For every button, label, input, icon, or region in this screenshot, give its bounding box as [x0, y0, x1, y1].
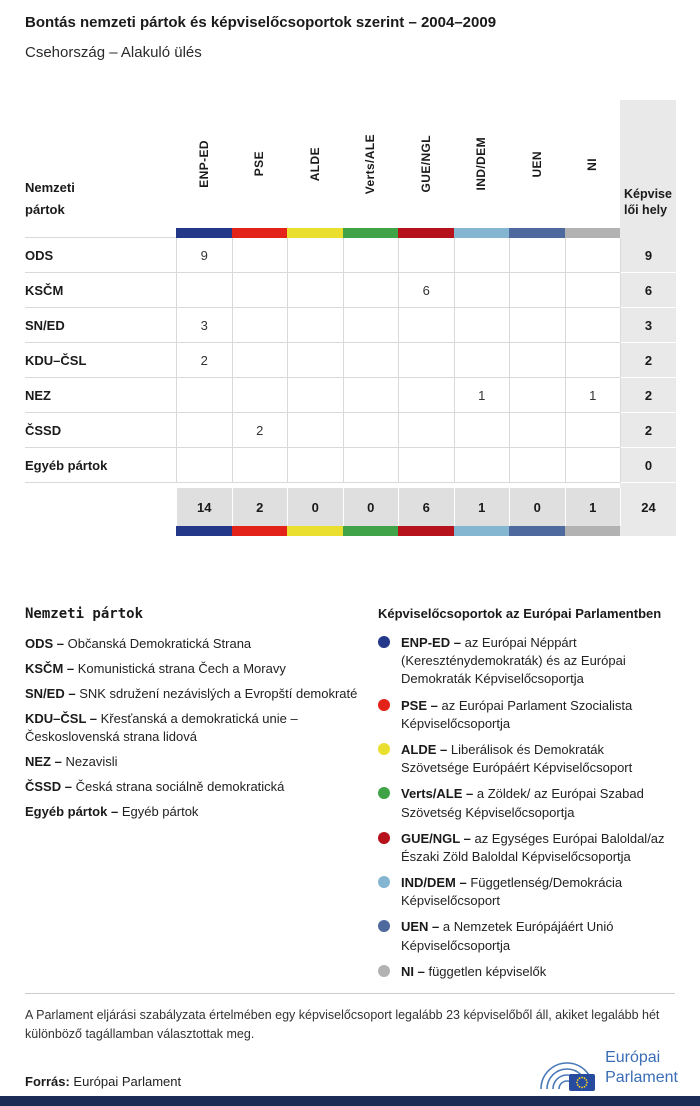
row-total: 2 [620, 378, 676, 413]
seat-cell [343, 448, 399, 483]
seat-cell [287, 413, 343, 448]
group-text: Liberálisok és Demokraták Szövetsége Európáért Képviselőcsoport [401, 741, 633, 776]
seat-cell [232, 238, 288, 273]
seat-cell [343, 378, 399, 413]
seat-cell [509, 378, 565, 413]
legend-party-item [25, 753, 370, 772]
group-color-bar [176, 526, 232, 536]
legend-color-dot [378, 965, 390, 977]
group-color-bar [343, 526, 399, 536]
seat-cell [343, 273, 399, 308]
footnote: A Parlament eljárási szabályzata értelmében egy képviselőcsoport legalább 23 képviselőből áll, akiket legalább hét különböző tagállamban választottak meg. [25, 993, 675, 1044]
seat-cell [287, 378, 343, 413]
group-color-bar [454, 526, 510, 536]
column-header [176, 100, 232, 228]
seat-cell [287, 308, 343, 343]
seats-column-header [620, 100, 676, 228]
party-label: KDU–ČSL [25, 343, 176, 378]
group-text: a Zöldek/ az Európai Szabad Szövetség Képviselőcsoportja [401, 786, 644, 820]
legend-party-item [25, 803, 370, 822]
seat-cell: 2 [232, 413, 288, 448]
party-name: SNK sdružení nezávislých a Evropští demokraté [79, 685, 358, 701]
group-abbr: UEN – [401, 919, 440, 935]
party-name: Egyéb pártok [121, 803, 199, 819]
seat-cell [232, 378, 288, 413]
seat-cell [287, 343, 343, 378]
source-value: Európai Parlament [73, 1074, 182, 1089]
seat-cell [509, 238, 565, 273]
row-header-line2: pártok [25, 201, 65, 217]
seat-cell [565, 448, 621, 483]
seat-cell: 6 [398, 273, 454, 308]
seat-cell [454, 238, 510, 273]
legend-color-dot [378, 832, 390, 844]
seat-cell [232, 343, 288, 378]
legend-group-item [378, 963, 670, 981]
row-header-line1: Nemzeti [25, 180, 75, 196]
bottom-accent-bar [0, 1096, 700, 1106]
party-abbr: SN/ED – [25, 685, 76, 701]
seat-cell [509, 343, 565, 378]
seat-cell [398, 343, 454, 378]
seat-cell [287, 238, 343, 273]
column-header-label: GUE/NGL [418, 135, 433, 193]
group-text: az Európai Néppárt (Kereszténydemokraták) és az Európai Demokraták Képviselőcsoportja [401, 635, 626, 687]
group-color-bar [343, 228, 399, 238]
group-abbr: GUE/NGL – [401, 830, 471, 846]
source-line [25, 1074, 181, 1089]
ep-hemicycle-icon [535, 1044, 597, 1092]
ep-logo-line2: Parlament [605, 1069, 678, 1086]
group-desc [401, 785, 670, 821]
group-color-bar [232, 228, 288, 238]
group-abbr: PSE – [401, 697, 438, 713]
seat-cell [454, 273, 510, 308]
totals-row-spacer [25, 488, 176, 526]
group-abbr: ENP-ED – [401, 635, 461, 650]
legend-party-item [25, 635, 370, 654]
legend-group-item [378, 634, 670, 689]
seat-cell [343, 343, 399, 378]
group-desc [401, 741, 670, 777]
group-abbr: Verts/ALE – [401, 786, 474, 802]
group-color-bar [287, 228, 343, 238]
ep-logo-text [605, 1048, 678, 1088]
column-total: 6 [398, 488, 454, 526]
legend-party-item [25, 710, 370, 748]
seat-cell [343, 413, 399, 448]
group-abbr: NI – [401, 963, 425, 979]
column-total: 1 [565, 488, 621, 526]
seat-cell: 2 [176, 343, 232, 378]
party-abbr: Egyéb pártok – [25, 803, 119, 819]
group-desc [401, 697, 670, 733]
column-header [454, 100, 510, 228]
bar-spacer [25, 228, 176, 238]
seat-cell [287, 273, 343, 308]
party-name: Nezavisli [65, 754, 118, 770]
seat-cell [343, 238, 399, 273]
column-total: 0 [343, 488, 399, 526]
party-label: NEZ [25, 378, 176, 413]
column-header [565, 100, 621, 228]
legends [25, 606, 675, 989]
grand-total: 24 [620, 488, 676, 526]
party-abbr: KSČM – [25, 660, 75, 676]
group-desc [401, 963, 546, 981]
column-header [343, 100, 399, 228]
column-total: 1 [454, 488, 510, 526]
seat-cell [343, 308, 399, 343]
legend-group-item [378, 785, 670, 821]
column-header-label: ALDE [307, 146, 322, 182]
seat-cell [509, 273, 565, 308]
seat-cell [232, 308, 288, 343]
seat-cell [565, 308, 621, 343]
row-total: 2 [620, 343, 676, 378]
seat-cell [287, 448, 343, 483]
bar-seats-spacer [620, 526, 676, 536]
page-subtitle: Csehország – Alakuló ülés [25, 44, 202, 61]
group-abbr: ALDE – [401, 741, 448, 757]
legend-groups-heading: Képviselőcsoportok az Európai Parlamentben [378, 606, 662, 621]
column-header-label: PSE [252, 151, 267, 177]
seat-cell [454, 308, 510, 343]
source-label: Forrás: [25, 1074, 70, 1089]
column-header [232, 100, 288, 228]
group-text: Függetlenség/Demokrácia Képviselőcsoport [401, 875, 623, 909]
party-name: Občanská Demokratická Strana [67, 636, 252, 651]
row-total: 9 [620, 238, 676, 273]
seat-cell [509, 308, 565, 343]
seat-cell: 1 [454, 378, 510, 413]
legend-color-dot [378, 636, 390, 648]
legend-color-dot [378, 876, 390, 888]
group-color-bar [398, 526, 454, 536]
legend-color-dot [378, 743, 390, 755]
party-name: Křesťanská a demokratická unie – Československá strana lidová [25, 710, 298, 745]
party-name: Komunistická strana Čech a Moravy [77, 660, 286, 676]
legend-party-item [25, 778, 370, 797]
column-total: 0 [509, 488, 565, 526]
seat-cell [509, 448, 565, 483]
seat-cell: 3 [176, 308, 232, 343]
column-total: 2 [232, 488, 288, 526]
column-total: 0 [287, 488, 343, 526]
seat-cell [454, 413, 510, 448]
group-color-bar [565, 526, 621, 536]
seat-cell [176, 273, 232, 308]
seat-cell [398, 413, 454, 448]
group-color-bar [176, 228, 232, 238]
seat-cell [398, 448, 454, 483]
group-desc [401, 830, 670, 866]
ep-logo-line1: Európai [605, 1049, 661, 1066]
party-abbr: ODS – [25, 636, 65, 651]
legend-parties-heading: Nemzeti pártok [25, 606, 144, 622]
group-color-bar [398, 228, 454, 238]
seat-cell: 1 [565, 378, 621, 413]
group-color-bar [509, 228, 565, 238]
row-header-label [25, 100, 176, 228]
row-total: 6 [620, 273, 676, 308]
group-text: az Európai Parlament Szocialista Képviselőcsoportja [401, 697, 633, 731]
group-text: a Nemzetek Európájáért Unió Képviselőcsoportja [401, 919, 614, 953]
seat-cell [232, 448, 288, 483]
group-color-bar [509, 526, 565, 536]
seat-cell [565, 413, 621, 448]
group-color-bar [287, 526, 343, 536]
legend-group-item [378, 697, 670, 733]
seats-table [25, 100, 676, 536]
group-color-bar [232, 526, 288, 536]
legend-group-item [378, 830, 670, 866]
legend-group-item [378, 918, 670, 954]
column-header-label: Verts/ALE [363, 133, 378, 195]
column-header-label: NI [585, 157, 600, 171]
group-desc [401, 918, 670, 954]
column-header-label: ENP-ED [196, 140, 211, 188]
bar-seats-spacer [620, 228, 676, 238]
legend-political-groups [378, 606, 670, 989]
seat-cell [509, 413, 565, 448]
group-text: az Egységes Európai Baloldal/az Északi Zöld Baloldal Képviselőcsoportja [401, 830, 665, 864]
legend-party-item [25, 685, 370, 704]
legend-national-parties [25, 606, 370, 989]
group-abbr: IND/DEM – [401, 875, 467, 891]
legend-color-dot [378, 920, 390, 932]
seat-cell: 9 [176, 238, 232, 273]
party-abbr: KDU–ČSL – [25, 710, 98, 726]
column-header-label: UEN [529, 150, 544, 178]
seat-cell [454, 343, 510, 378]
seat-cell [398, 378, 454, 413]
group-desc [401, 874, 670, 910]
eu-flag-icon [569, 1074, 595, 1091]
column-header [509, 100, 565, 228]
column-header-label: IND/DEM [474, 137, 489, 191]
seat-cell [565, 273, 621, 308]
group-color-bar [454, 228, 510, 238]
seat-cell [176, 378, 232, 413]
group-text: független képviselők [428, 963, 547, 979]
group-desc [401, 634, 670, 689]
column-header [398, 100, 454, 228]
party-label: ČSSD [25, 413, 176, 448]
legend-group-item [378, 741, 670, 777]
row-total: 3 [620, 308, 676, 343]
legend-color-dot [378, 699, 390, 711]
row-total: 2 [620, 413, 676, 448]
legend-color-dot [378, 787, 390, 799]
legend-party-item [25, 660, 370, 679]
party-label: SN/ED [25, 308, 176, 343]
party-label: KSČM [25, 273, 176, 308]
party-name: Česká strana sociálně demokratická [75, 779, 285, 795]
column-total: 14 [176, 488, 232, 526]
seat-cell [565, 343, 621, 378]
seat-cell [232, 273, 288, 308]
seat-cell [176, 413, 232, 448]
european-parliament-logo [535, 1044, 678, 1092]
seats-header-label: Képviselői hely [624, 186, 672, 217]
group-color-bar [565, 228, 621, 238]
party-label: Egyéb pártok [25, 448, 176, 483]
legend-group-item [378, 874, 670, 910]
column-header [287, 100, 343, 228]
party-label: ODS [25, 238, 176, 273]
seat-cell [398, 308, 454, 343]
seat-cell [398, 238, 454, 273]
bar-spacer [25, 526, 176, 536]
page-title: Bontás nemzeti pártok és képviselőcsoportok szerint – 2004–2009 [25, 14, 497, 31]
party-abbr: ČSSD – [25, 779, 72, 795]
seat-cell [176, 448, 232, 483]
header [25, 14, 675, 61]
row-total: 0 [620, 448, 676, 483]
seat-cell [454, 448, 510, 483]
seat-cell [565, 238, 621, 273]
party-abbr: NEZ – [25, 754, 62, 770]
